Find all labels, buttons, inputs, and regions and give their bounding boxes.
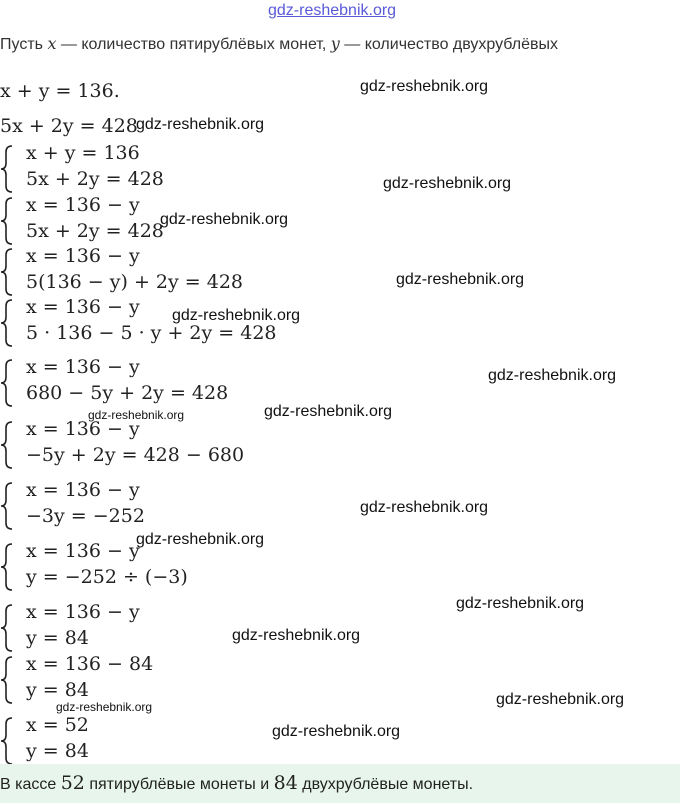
intro-text: Пусть — [0, 36, 48, 53]
watermark-link[interactable]: gdz-reshebnik.org — [268, 2, 397, 19]
watermark: gdz-reshebnik.org — [232, 627, 361, 644]
watermark: gdz-reshebnik.org — [383, 175, 512, 192]
intro-text: — количество двухрублёвых — [339, 36, 558, 53]
watermark: gdz-reshebnik.org — [496, 691, 625, 708]
system-brace — [0, 144, 14, 194]
watermark: gdz-reshebnik.org — [272, 723, 401, 740]
system-brace — [0, 420, 14, 470]
watermark: gdz-reshebnik.org — [56, 700, 153, 714]
system-brace — [0, 196, 14, 246]
system-equation: y = −252 ÷ (−3) — [26, 566, 188, 588]
intro-text: — количество пятирублёвых монет, — [56, 36, 331, 53]
system-brace — [0, 298, 14, 348]
answer-text: пятирублёвые монеты и — [84, 776, 274, 793]
system-equation: x = 136 − y — [26, 194, 140, 216]
system-equation: x = 136 − y — [26, 601, 140, 623]
system-brace — [0, 603, 14, 653]
watermark: gdz-reshebnik.org — [88, 408, 185, 422]
system-equation: x = 52 — [26, 714, 89, 736]
watermark: gdz-reshebnik.org — [160, 211, 289, 228]
system-equation: 5 · 136 − 5 · y + 2y = 428 — [26, 322, 277, 344]
watermark: gdz-reshebnik.org — [360, 78, 489, 95]
watermark: gdz-reshebnik.org — [136, 116, 265, 133]
watermark: gdz-reshebnik.org — [172, 307, 301, 324]
system-equation: x + y = 136 — [26, 142, 140, 164]
system-equation: 680 − 5y + 2y = 428 — [26, 382, 229, 404]
system-brace — [0, 542, 14, 592]
system-brace — [0, 655, 14, 705]
system-equation: x = 136 − y — [26, 245, 140, 267]
watermark: gdz-reshebnik.org — [456, 595, 585, 612]
watermark: gdz-reshebnik.org — [488, 367, 617, 384]
answer-number-two-rub: 84 — [273, 772, 298, 794]
system-equation: x = 136 − y — [26, 356, 140, 378]
answer-text: двухрублёвые монеты. — [297, 776, 474, 793]
answer-bar — [0, 764, 680, 803]
variable-x: x — [47, 34, 57, 53]
system-equation: 5(136 − y) + 2y = 428 — [26, 271, 243, 293]
system-equation: y = 84 — [26, 627, 89, 649]
answer-number-five-rub: 52 — [60, 772, 85, 794]
variable-y: y — [330, 34, 340, 53]
equation-sum: x + y = 136. — [0, 80, 120, 102]
equation-total: 5x + 2y = 428 — [0, 115, 138, 137]
watermark: gdz-reshebnik.org — [264, 403, 393, 420]
system-equation: x = 136 − y — [26, 540, 140, 562]
system-brace — [0, 481, 14, 531]
system-equation: −3y = −252 — [26, 505, 145, 527]
system-equation: 5x + 2y = 428 — [26, 168, 164, 190]
problem-statement — [0, 34, 558, 54]
system-equation: 5x + 2y = 428 — [26, 220, 164, 242]
system-equation: x = 136 − y — [26, 418, 140, 440]
system-brace — [0, 247, 14, 297]
system-equation: x = 136 − 84 — [26, 653, 154, 675]
watermark: gdz-reshebnik.org — [396, 271, 525, 288]
system-equation: −5y + 2y = 428 − 680 — [26, 444, 245, 466]
system-equation: y = 84 — [26, 679, 89, 701]
system-equation: y = 84 — [26, 740, 89, 762]
system-equation: x = 136 − y — [26, 479, 140, 501]
system-equation: x = 136 − y — [26, 296, 140, 318]
system-brace — [0, 358, 14, 408]
watermark: gdz-reshebnik.org — [360, 499, 489, 516]
system-brace — [0, 716, 14, 766]
watermark: gdz-reshebnik.org — [136, 531, 265, 548]
answer-text: В кассе — [0, 776, 61, 793]
